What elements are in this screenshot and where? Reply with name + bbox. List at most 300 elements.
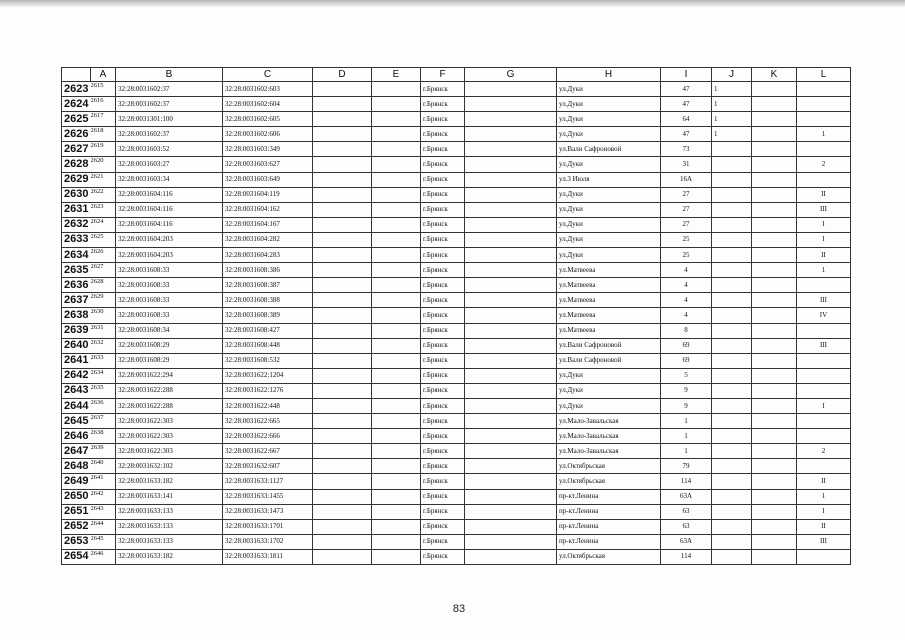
cell-h: ул.Дуки [557,248,661,263]
cell-j [712,187,752,202]
table-row [62,429,851,444]
cell-k [752,474,797,489]
cell-f: г.Брянск [421,398,465,413]
cell-f: г.Брянск [421,338,465,353]
cell-b: 32:28:0031632:102 [116,459,223,474]
cell-l: IV [797,308,851,323]
cell-h: пр-кт.Ленина [557,534,661,549]
table-row [62,127,851,142]
cell-k [752,157,797,172]
cell-l [797,549,851,564]
cell-g [465,112,557,127]
row-number: 2625 [62,112,91,127]
cell-k [752,459,797,474]
cell-f: г.Брянск [421,323,465,338]
cell-k [752,429,797,444]
table-row [62,97,851,112]
cell-h: ул.Октябрьская [557,459,661,474]
table-row [62,353,851,368]
cell-d [313,202,372,217]
cell-h: ул.Дуки [557,112,661,127]
cell-b: 32:28:0031604:116 [116,217,223,232]
cell-h: ул.Дуки [557,383,661,398]
cell-i: 69 [661,353,712,368]
cell-g [465,263,557,278]
cell-i: 47 [661,97,712,112]
table-row [62,112,851,127]
cell-d [313,82,372,97]
cell-e [372,248,421,263]
cell-d [313,368,372,383]
cell-f: г.Брянск [421,459,465,474]
cell-i: 114 [661,549,712,564]
cell-c: 32:28:0031632:607 [223,459,313,474]
row-number: 2653 [62,534,91,549]
cell-i: 25 [661,248,712,263]
column-header-h: H [557,68,661,82]
cell-h: ул.Дуки [557,217,661,232]
cell-f: г.Брянск [421,202,465,217]
cell-a: 2625 [91,232,116,247]
cell-j [712,172,752,187]
cell-g [465,157,557,172]
cell-g [465,232,557,247]
cell-l [797,323,851,338]
cell-d [313,308,372,323]
cell-j [712,444,752,459]
cell-j [712,534,752,549]
cell-e [372,414,421,429]
row-number: 2636 [62,278,91,293]
column-header-c: C [223,68,313,82]
cell-j [712,202,752,217]
cell-c: 32:28:0031604:282 [223,232,313,247]
cell-k [752,398,797,413]
table-row [62,278,851,293]
cell-d [313,293,372,308]
cell-h: ул.Матвеева [557,263,661,278]
table-row [62,383,851,398]
cell-b: 32:28:0031603:52 [116,142,223,157]
row-number: 2626 [62,127,91,142]
cell-g [465,248,557,263]
cell-k [752,549,797,564]
cell-l [797,353,851,368]
cell-i: 79 [661,459,712,474]
cell-d [313,398,372,413]
cell-e [372,217,421,232]
cell-e [372,444,421,459]
cell-j [712,232,752,247]
cell-h: ул.Октябрьская [557,549,661,564]
cell-k [752,489,797,504]
column-header-d: D [313,68,372,82]
cell-a: 2644 [91,519,116,534]
cell-a: 2617 [91,112,116,127]
cell-a: 2627 [91,263,116,278]
cell-l [797,172,851,187]
cell-f: г.Брянск [421,278,465,293]
row-number: 2633 [62,232,91,247]
cell-h: ул.Вали Сафроновой [557,353,661,368]
cell-b: 32:28:0031604:203 [116,232,223,247]
cell-e [372,504,421,519]
cell-k [752,172,797,187]
cell-e [372,263,421,278]
cell-h: ул.Дуки [557,157,661,172]
cell-g [465,293,557,308]
cell-d [313,157,372,172]
cell-l [797,429,851,444]
cell-h: ул.Матвеева [557,323,661,338]
column-header-f: F [421,68,465,82]
cell-j [712,459,752,474]
cell-l: II [797,519,851,534]
cell-c: 32:28:0031633:1127 [223,474,313,489]
cell-d [313,383,372,398]
row-number: 2631 [62,202,91,217]
cell-c: 32:28:0031633:1702 [223,534,313,549]
cell-c: 32:28:0031633:1473 [223,504,313,519]
cell-j [712,278,752,293]
table-row [62,82,851,97]
cell-i: 63 [661,504,712,519]
cell-j [712,248,752,263]
cell-f: г.Брянск [421,519,465,534]
cell-g [465,504,557,519]
cell-b: 32:28:0031622:288 [116,398,223,413]
column-header-l: L [797,68,851,82]
cell-a: 2619 [91,142,116,157]
cell-f: г.Брянск [421,534,465,549]
cell-e [372,459,421,474]
cell-j [712,549,752,564]
cell-f: г.Брянск [421,429,465,444]
cell-h: ул.Вали Сафроновой [557,338,661,353]
cell-h: ул.Матвеева [557,293,661,308]
cell-h: ул.Дуки [557,398,661,413]
row-number: 2630 [62,187,91,202]
cell-b: 32:28:0031604:203 [116,248,223,263]
cell-a: 2640 [91,459,116,474]
cell-e [372,474,421,489]
cell-g [465,549,557,564]
cell-f: г.Брянск [421,172,465,187]
cell-a: 2626 [91,248,116,263]
cell-l: III [797,293,851,308]
column-header-j: J [712,68,752,82]
cell-a: 2639 [91,444,116,459]
cell-g [465,202,557,217]
row-number: 2639 [62,323,91,338]
cell-b: 32:28:0031608:29 [116,353,223,368]
cell-a: 2622 [91,187,116,202]
cell-b: 32:28:0031633:141 [116,489,223,504]
cell-c: 32:28:0031602:604 [223,97,313,112]
cell-k [752,248,797,263]
cell-h: ул.Дуки [557,82,661,97]
cell-j [712,398,752,413]
cell-c: 32:28:0031633:1811 [223,549,313,564]
cell-c: 32:28:0031604:283 [223,248,313,263]
row-number: 2646 [62,429,91,444]
cell-g [465,444,557,459]
cell-j [712,504,752,519]
cell-l [797,97,851,112]
cell-i: 27 [661,202,712,217]
cell-e [372,338,421,353]
cell-l [797,82,851,97]
cell-d [313,97,372,112]
scan-top-edge [0,0,905,7]
cell-i: 4 [661,293,712,308]
table-row [62,368,851,383]
cell-h: пр-кт.Ленина [557,504,661,519]
cell-b: 32:28:0031608:34 [116,323,223,338]
cell-k [752,263,797,278]
cell-i: 63А [661,489,712,504]
cell-i: 27 [661,187,712,202]
cell-d [313,534,372,549]
cell-h: ул.Мало-Завальская [557,429,661,444]
cell-k [752,278,797,293]
cell-d [313,429,372,444]
cell-d [313,248,372,263]
row-number: 2635 [62,263,91,278]
cell-e [372,172,421,187]
cell-l: 2 [797,444,851,459]
cell-a: 2633 [91,353,116,368]
cell-e [372,429,421,444]
cell-c: 32:28:0031608:387 [223,278,313,293]
cell-a: 2645 [91,534,116,549]
row-number: 2643 [62,383,91,398]
cell-c: 32:28:0031622:666 [223,429,313,444]
cell-f: г.Брянск [421,504,465,519]
cell-b: 32:28:0031608:33 [116,278,223,293]
cell-l [797,383,851,398]
row-number: 2645 [62,414,91,429]
cell-l: I [797,217,851,232]
row-number: 2624 [62,97,91,112]
cell-h: ул.Дуки [557,232,661,247]
cell-e [372,549,421,564]
cell-j [712,263,752,278]
table-row [62,338,851,353]
cell-c: 32:28:0031608:448 [223,338,313,353]
cell-a: 2634 [91,368,116,383]
cell-k [752,323,797,338]
cell-f: г.Брянск [421,308,465,323]
cell-a: 2642 [91,489,116,504]
cell-k [752,338,797,353]
cell-k [752,187,797,202]
cell-d [313,444,372,459]
cell-l: 1 [797,263,851,278]
cell-g [465,308,557,323]
cell-l [797,142,851,157]
cell-k [752,414,797,429]
cell-g [465,142,557,157]
cell-f: г.Брянск [421,232,465,247]
table-row [62,142,851,157]
cell-b: 32:28:0031608:33 [116,293,223,308]
column-header-i: I [661,68,712,82]
cell-h: ул.Матвеева [557,308,661,323]
row-number: 2634 [62,248,91,263]
row-number: 2644 [62,398,91,413]
cell-c: 32:28:0031633:1701 [223,519,313,534]
table-row [62,202,851,217]
cell-d [313,142,372,157]
row-number: 2632 [62,217,91,232]
cell-k [752,383,797,398]
cell-l [797,368,851,383]
cell-b: 32:28:0031622:294 [116,368,223,383]
row-number: 2623 [62,82,91,97]
column-header-g: G [465,68,557,82]
cell-c: 32:28:0031608:389 [223,308,313,323]
cell-a: 2620 [91,157,116,172]
cell-j: 1 [712,112,752,127]
cell-c: 32:28:0031604:119 [223,187,313,202]
cell-i: 4 [661,278,712,293]
column-header-k: K [752,68,797,82]
cell-h: ул.Дуки [557,187,661,202]
cell-i: 63А [661,534,712,549]
cell-h: ул.Дуки [557,202,661,217]
cell-k [752,82,797,97]
table-row [62,323,851,338]
cell-a: 2621 [91,172,116,187]
cell-e [372,293,421,308]
cell-h: ул.Дуки [557,127,661,142]
cell-h: ул.Дуки [557,97,661,112]
cell-c: 32:28:0031603:649 [223,172,313,187]
cell-g [465,474,557,489]
cell-i: 4 [661,263,712,278]
cell-i: 1 [661,444,712,459]
page-number: 83 [452,603,466,615]
cell-e [372,534,421,549]
cell-d [313,338,372,353]
cell-a: 2630 [91,308,116,323]
cell-c: 32:28:0031604:162 [223,202,313,217]
cell-c: 32:28:0031608:386 [223,263,313,278]
cell-l: 1 [797,127,851,142]
cell-e [372,383,421,398]
cell-e [372,368,421,383]
table-row [62,414,851,429]
cell-f: г.Брянск [421,293,465,308]
cell-b: 32:28:0031608:33 [116,308,223,323]
cell-d [313,504,372,519]
cell-f: г.Брянск [421,82,465,97]
cell-c: 32:28:0031603:349 [223,142,313,157]
table-row [62,459,851,474]
cell-g [465,353,557,368]
cell-b: 32:28:0031622:303 [116,429,223,444]
cell-h: ул.Дуки [557,368,661,383]
cell-k [752,127,797,142]
cell-b: 32:28:0031608:33 [116,263,223,278]
cell-c: 32:28:0031622:1276 [223,383,313,398]
table-row [62,187,851,202]
cell-l [797,112,851,127]
cell-c: 32:28:0031622:667 [223,444,313,459]
cell-a: 2616 [91,97,116,112]
cell-h: пр-кт.Ленина [557,489,661,504]
cell-e [372,142,421,157]
cell-l: I [797,232,851,247]
cell-j [712,338,752,353]
cell-k [752,353,797,368]
table-row [62,263,851,278]
cell-d [313,489,372,504]
cell-f: г.Брянск [421,549,465,564]
cell-a: 2646 [91,549,116,564]
table-row [62,474,851,489]
cell-i: 4 [661,308,712,323]
row-number: 2640 [62,338,91,353]
cell-g [465,172,557,187]
cell-l [797,414,851,429]
table-row [62,398,851,413]
cell-i: 63 [661,519,712,534]
cell-e [372,323,421,338]
row-number: 2650 [62,489,91,504]
cell-k [752,519,797,534]
cell-d [313,187,372,202]
cell-l: II [797,248,851,263]
cell-f: г.Брянск [421,112,465,127]
cell-c: 32:28:0031604:167 [223,217,313,232]
cell-l: III [797,202,851,217]
cell-c: 32:28:0031622:1204 [223,368,313,383]
cell-k [752,444,797,459]
cell-f: г.Брянск [421,414,465,429]
cell-b: 32:28:0031622:288 [116,383,223,398]
row-number: 2654 [62,549,91,564]
cell-g [465,398,557,413]
cell-j [712,293,752,308]
cell-a: 2643 [91,504,116,519]
cell-b: 32:28:0031604:116 [116,202,223,217]
cell-k [752,112,797,127]
cell-j [712,157,752,172]
cell-e [372,112,421,127]
cell-i: 9 [661,398,712,413]
cell-h: пр-кт.Ленина [557,519,661,534]
cell-e [372,157,421,172]
cell-i: 8 [661,323,712,338]
cell-e [372,187,421,202]
row-number: 2641 [62,353,91,368]
cell-h: ул.3 Июля [557,172,661,187]
cell-d [313,232,372,247]
cell-d [313,112,372,127]
cell-c: 32:28:0031622:448 [223,398,313,413]
cell-i: 64 [661,112,712,127]
cell-g [465,489,557,504]
cell-e [372,278,421,293]
cell-b: 32:28:0031603:34 [116,172,223,187]
cell-c: 32:28:0031603:627 [223,157,313,172]
cell-a: 2624 [91,217,116,232]
cell-c: 32:28:0031602:606 [223,127,313,142]
cell-l: 1 [797,489,851,504]
cell-k [752,202,797,217]
